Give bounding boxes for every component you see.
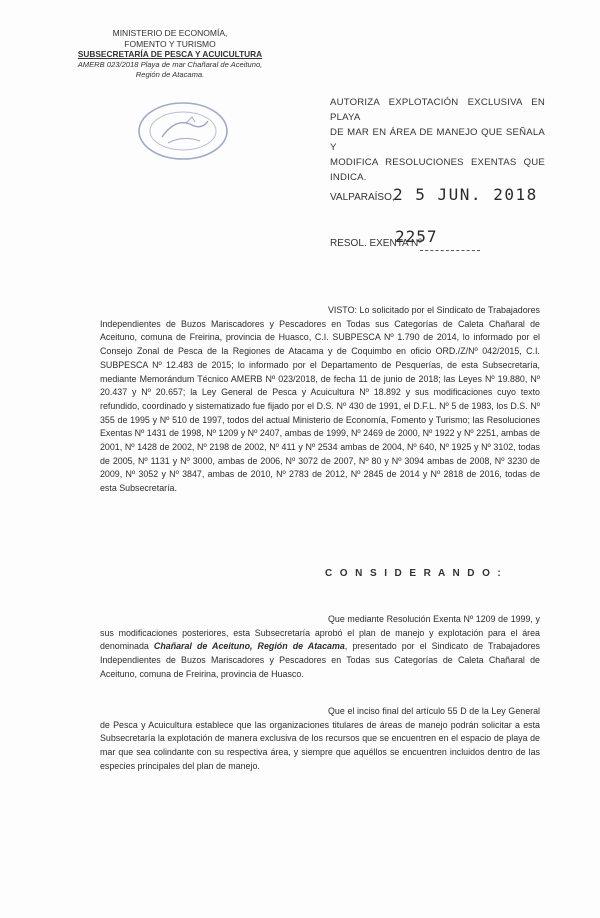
letterhead-ministry: MINISTERIO DE ECONOMÍA, [112,28,228,38]
letterhead-subsecretaria: SUBSECRETARÍA DE PESCA Y ACUICULTURA [77,49,263,59]
letterhead-ministry-2: FOMENTO Y TURISMO [124,38,216,49]
visto-lead: VISTO: [328,305,357,315]
date-row [330,185,538,204]
resolution-number: 2257 [395,227,438,246]
title-line-1: AUTORIZA EXPLOTACIÓN EXCLUSIVA EN PLAYA [330,97,545,123]
letterhead [70,28,270,81]
resolution-number-line [420,250,480,251]
title-line-2: DE MAR EN ÁREA DE MANEJO QUE SEÑALA Y [330,127,545,153]
resolution-label: RESOL. EXENTA Nº [330,238,422,249]
visto-paragraph [100,304,540,496]
considerando-p1-before: Que mediante Resolución Exenta Nº 1209 de 1999, y sus modificaciones posteriores, esta Subsecretaría aprobó el plan de manejo y explotación para el área denominada [100,614,540,652]
date-label: VALPARAÍSO, [330,192,395,203]
date-stamp: 2 5 JUN. 2018 [393,185,538,204]
letterhead-amerb: AMERB 023/2018 Playa de mar Chañaral de Aceituno, [77,59,263,69]
visto-text: Lo solicitado por el Sindicato de Trabajadores Independientes de Buzos Mariscadores y Pescadores en Todas sus Categorías de Caleta Chañaral de Aceituno, comuna de Freirina, provincia de Huasco, C.I. SUBPESCA Nº 1.790 de 2014, lo informado por el Consejo Zonal de Pesca de la Regiones de Atacama y de Coquimbo en oficio ORD./Z/Nº 042/2015, C.I. SUBPESCA Nº 12.483 de 2015; lo informado por el Departamento de Pesquerías, de esta Subsecretaría, mediante Memorándum Técnico AMERB Nº 023/2018, de fecha 11 de junio de 2018; las Leyes Nº 19.880, Nº 20.437 y Nº 20.657; la Ley General de Pesca y Acuicultura Nº 18.892 y sus modificaciones cuyo texto refundido, coordinado y sistematizado fue fijado por el D.S. Nº 430 de 1991, el D.F.L. Nº 5 de 1983, los D.S. Nº 355 de 1995 y Nº 510 de 1997, todos del actual Ministerio de Economía, Fomento y Turismo; las Resoluciones Exentas Nº 1431 de 1998, Nº 1209 y Nº 2407, ambas de 1999, Nº 2469 de 2000, Nº 1922 y Nº 2251, ambas de 2001, Nº 1428 de 2002, Nº 2198 de 2002, Nº 411 y Nº 2534 ambas de 2004, Nº 640, Nº 1925 y Nº 3102, todas de 2005, Nº 1131 y Nº 3000, ambas de 2006, Nº 3072 de 2007, Nº 80 y Nº 3094 ambas de 2008, Nº 3230 de 2009, Nº 3052 y Nº 3847, ambas de 2010, Nº 2783 de 2012, Nº 2845 de 2014 y Nº 2818 de 2016, todas de esta Subsecretaría. [100,305,540,494]
considerando-heading: C O N S I D E R A N D O : [325,568,504,579]
letterhead-region: Región de Atacama. [135,70,205,79]
title-line-3: MODIFICA RESOLUCIONES EXENTAS QUE INDICA. [330,157,545,183]
considerando-p1-after: , presentado por el Sindicato de Trabajadores Independientes de Buzos Mariscadores y Pescadores en Todas sus Categorías de Caleta Chañaral de Aceituno, comuna de Freirina, provincia de Huasco. [100,641,540,679]
considerando-p2-text: Que el inciso final del artículo 55 D de la Ley General de Pesca y Acuicultura establece que las organizaciones titulares de áreas de manejo podrán solicitar a esta Subsecretaría la explotación de manera exclusiva de los recursos que se encuentren en el espacio de playa de mar que sea colindante con su respectiva área, y siempre que aquéllos se encuentren incluidos dentro de las especies principales del plan de manejo. [100,706,540,771]
resolution-title [330,95,545,185]
official-seal-icon [128,95,238,167]
area-name: Chañaral de Aceituno, Región de Atacama [153,641,345,652]
considerando-paragraph-1 [100,613,540,682]
considerando-paragraph-2 [100,705,540,774]
